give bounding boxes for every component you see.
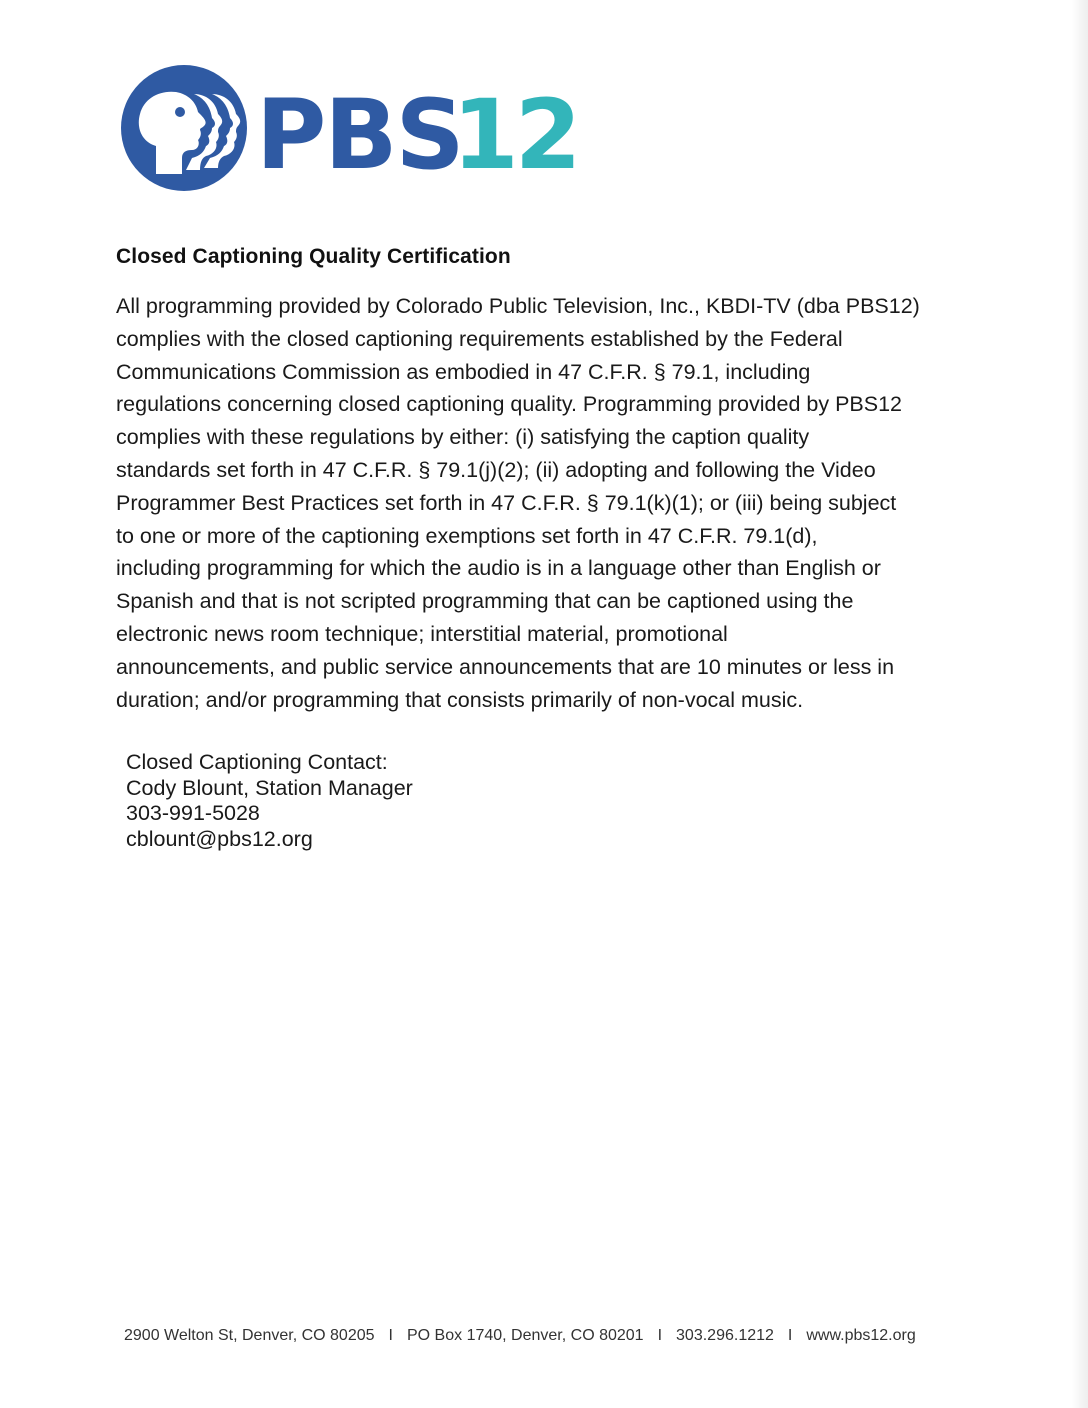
footer-phone: 303.296.1212: [676, 1327, 774, 1344]
letterhead-footer: [124, 1327, 964, 1345]
body-line: including programming for which the audio is in a language other than English or: [116, 556, 881, 581]
body-line: announcements, and public service announcements that are 10 minutes or less in: [116, 654, 895, 679]
footer-address: 2900 Welton St, Denver, CO 80205: [124, 1327, 375, 1344]
page-edge-shadow: [1072, 0, 1088, 1408]
footer-website: www.pbs12.org: [806, 1327, 916, 1344]
footer-separator: I: [787, 1327, 793, 1344]
body-line: Programmer Best Practices set forth in 47 C.F.R. § 79.1(k)(1); or (iii) being subject: [116, 490, 897, 515]
certification-body: [116, 290, 956, 716]
contact-heading: Closed Captioning Contact:: [126, 750, 388, 774]
body-line: complies with the closed captioning requirements established by the Federal: [116, 326, 843, 351]
body-line: complies with these regulations by either: (i) satisfying the caption quality: [116, 425, 810, 450]
document-title: Closed Captioning Quality Certification: [116, 245, 511, 268]
contact-block: [126, 750, 413, 852]
pbs-brand-text: PBS: [256, 79, 463, 191]
body-line: duration; and/or programming that consists primarily of non-vocal music.: [116, 687, 804, 712]
contact-phone: 303-991-5028: [126, 801, 260, 825]
channel-number-text: 12: [452, 79, 578, 191]
footer-separator: I: [657, 1327, 663, 1344]
pbs12-logo: [120, 64, 578, 196]
body-line: regulations concerning closed captioning quality. Programming provided by PBS12: [116, 392, 902, 417]
contact-email: cblount@pbs12.org: [126, 826, 313, 851]
footer-po-box: PO Box 1740, Denver, CO 80201: [406, 1327, 644, 1344]
body-line: to one or more of the captioning exemptions set forth in 47 C.F.R. 79.1(d),: [116, 523, 818, 548]
body-line: Communications Commission as embodied in 47 C.F.R. § 79.1, including: [116, 359, 811, 384]
footer-separator: I: [388, 1327, 393, 1344]
body-line: electronic news room technique; interstitial material, promotional: [116, 621, 728, 646]
body-line: Spanish and that is not scripted programming that can be captioned using the: [116, 589, 854, 614]
body-line: All programming provided by Colorado Public Television, Inc., KBDI-TV (dba PBS12): [116, 294, 920, 318]
contact-name: Cody Blount, Station Manager: [126, 775, 413, 800]
body-line: standards set forth in 47 C.F.R. § 79.1(j)(2); (ii) adopting and following the Video: [116, 457, 876, 482]
